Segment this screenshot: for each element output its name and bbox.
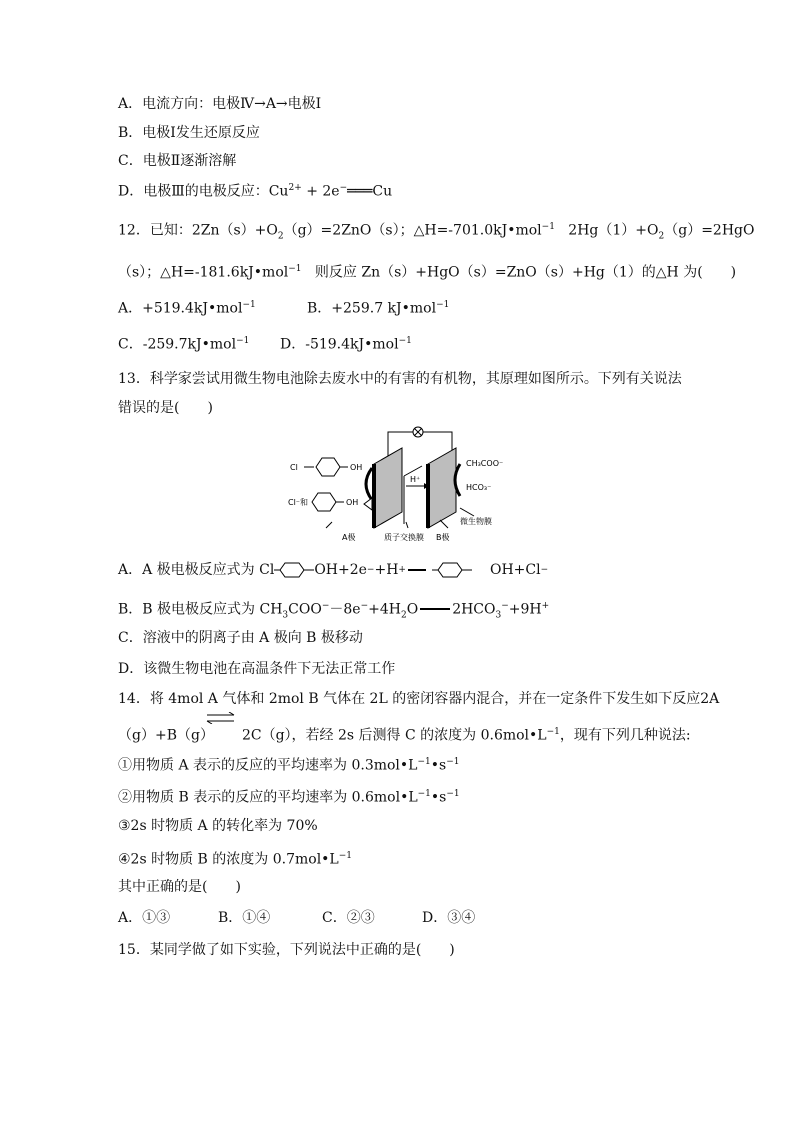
- q13-option-a: A．A 极电极反应式为 Cl OH+2e − +H + OH+Cl −: [118, 562, 549, 578]
- q11-option-c: C．电极Ⅱ逐渐溶解: [118, 153, 237, 169]
- q14-option-a: A．①③: [118, 910, 171, 926]
- q13-option-d: D．该微生物电池在高温条件下无法正常工作: [118, 661, 396, 677]
- q14-stem-line1: 14．将 4mol A 气体和 2mol B 气体在 2L 的密闭容器内混合，并在一定条件下发生如下反应2A: [118, 691, 720, 707]
- q12-option-b: B．+259.7 kJ•mol$^{-1}$: [307, 300, 450, 317]
- q14-statement-1: ①用物质 A 表示的反应的平均速率为 $0.3mol•L^{-1}•s^{-1}$: [118, 757, 460, 774]
- diagram-label-h-plus: H⁺: [410, 475, 421, 484]
- q14-statement-4: ④2s 时物质 B 的浓度为 $0.7mol•L^{-1}$: [118, 851, 353, 868]
- q14-stem-line2: （g）+B（g） 2C（g），若经 2s 后测得 C 的浓度为 $0.6mol•L^{-1}$，现有下列几种说法:: [118, 727, 691, 744]
- q14-option-c: C．②③: [322, 910, 375, 926]
- q12-stem-line2: （s）；△H=-181.6kJ•mol$^{-1}$ 则反应 Zn（s）+HgO（s）=ZnO（s）+Hg（1）的△H 为( ): [118, 264, 737, 281]
- q13-stem-line2: 错误的是( ): [118, 400, 213, 416]
- q15-stem: 15．某同学做了如下实验，下列说法中正确的是( ): [118, 942, 455, 958]
- diagram-label-a-pole: A极: [342, 533, 356, 542]
- q12-option-d: D．-519.4kJ•mol$^{-1}$: [280, 336, 412, 353]
- q14-option-d: D．③④: [422, 910, 476, 926]
- q13-option-c: C．溶液中的阴离子由 A 极向 B 极移动: [118, 630, 363, 646]
- diagram-label-b-pole: B极: [436, 533, 450, 542]
- diagram-label-bicarbonate: HCO₃⁻: [466, 483, 492, 492]
- q13-stem-line1: 13．科学家尝试用微生物电池除去废水中的有害的有机物，其原理如图所示。下列有关说法: [118, 371, 682, 387]
- diagram-label-oh-2: OH: [346, 498, 359, 507]
- benzene-ring-icon: [406, 561, 490, 579]
- diagram-label-oh-1: OH: [350, 463, 363, 472]
- q12-option-a: A．+519.4kJ•mol$^{-1}$: [118, 300, 256, 317]
- q13-option-b: B．B 极电极反应式为 $CH_3COO^--8e^-+4H_2O$ $2HCO_3^-+9H^+$: [118, 601, 550, 621]
- q14-statement-3: ③2s 时物质 A 的转化率为 70%: [118, 818, 318, 834]
- diagram-label-microbe-film: 微生物膜: [460, 517, 492, 526]
- diagram-label-membrane: 质子交换膜: [384, 533, 424, 542]
- diagram-label-acetate: CH₃COO⁻: [466, 459, 504, 468]
- diagram-label-cl-ion: Cl⁻和: [288, 498, 309, 507]
- q11-option-a: A．电流方向：电极Ⅳ→A→电极Ⅰ: [118, 96, 322, 112]
- diagram-label-cl: Cl: [290, 463, 298, 472]
- q11-option-d: D．电极Ⅲ的电极反应：$Cu^{2+}$ + 2e−═══Cu: [118, 183, 393, 200]
- q14-option-b: B．①④: [218, 910, 271, 926]
- benzene-ring-icon: [274, 561, 314, 579]
- q14-statement-2: ②用物质 B 表示的反应的平均速率为 $0.6mol•L^{-1}•s^{-1}$: [118, 789, 460, 806]
- microbial-cell-diagram: [288, 424, 522, 546]
- q12-option-c: C．-259.7kJ•mol$^{-1}$: [118, 336, 250, 353]
- q12-stem-line1: 12．已知：$2Zn(s)+O_2(g)=2ZnO(s)$；△H=-701.0kJ•mol$^{-1}$ $2Hg(1)+O_2(g)=2HgO$: [118, 222, 755, 242]
- q14-question: 其中正确的是( ): [118, 879, 241, 895]
- q11-option-b: B．电极Ⅰ发生还原反应: [118, 125, 260, 141]
